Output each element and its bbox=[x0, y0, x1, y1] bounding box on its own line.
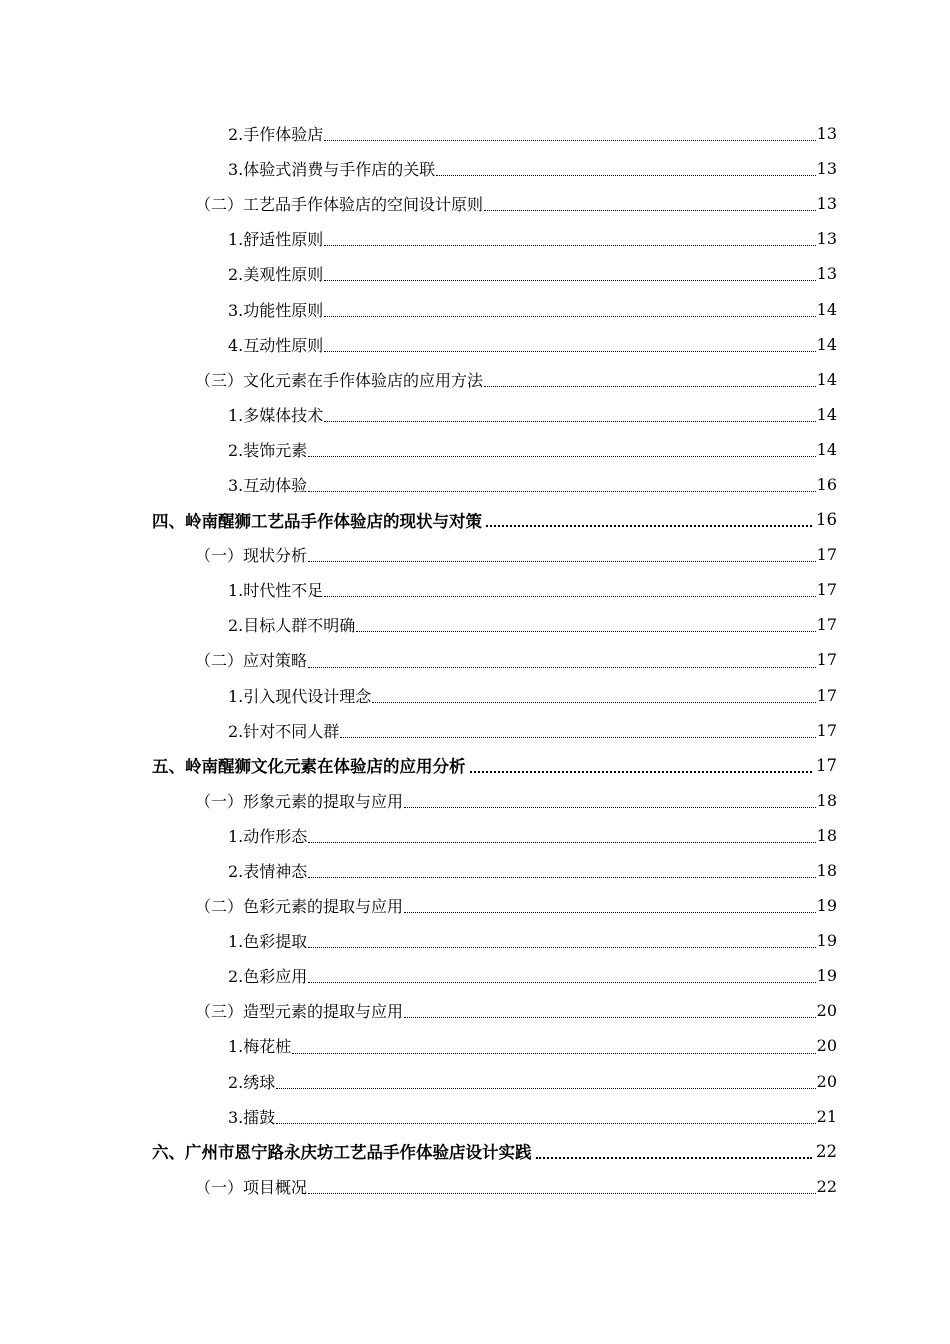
table-of-contents bbox=[0, 116, 950, 1204]
toc-entry-title: 2.针对不同人群 bbox=[228, 721, 340, 741]
toc-leader-dots bbox=[324, 315, 815, 317]
toc-entry-page: 13 bbox=[816, 194, 837, 214]
toc-entry[interactable] bbox=[0, 116, 950, 151]
toc-entry-title: 1.梅花桩 bbox=[228, 1037, 292, 1057]
toc-leader-dots bbox=[308, 946, 815, 948]
toc-leader-dots bbox=[372, 701, 815, 703]
toc-entry-page: 18 bbox=[816, 861, 837, 881]
toc-entry-page: 14 bbox=[816, 439, 837, 459]
toc-leader-dots bbox=[404, 806, 816, 808]
toc-leader-dots bbox=[536, 1156, 813, 1159]
toc-entry[interactable] bbox=[0, 678, 950, 713]
toc-leader-dots bbox=[308, 1192, 816, 1194]
toc-entry-title: 1.色彩提取 bbox=[228, 932, 308, 952]
toc-entry[interactable] bbox=[0, 713, 950, 748]
toc-entry-page: 17 bbox=[816, 685, 837, 705]
toc-leader-dots bbox=[340, 736, 815, 738]
toc-entry[interactable] bbox=[0, 1028, 950, 1063]
toc-entry-page: 21 bbox=[816, 1106, 837, 1126]
toc-entry-page: 17 bbox=[816, 720, 837, 740]
toc-entry[interactable] bbox=[0, 1169, 950, 1204]
toc-leader-dots bbox=[484, 385, 816, 387]
toc-entry[interactable] bbox=[0, 221, 950, 256]
toc-entry-page: 19 bbox=[816, 966, 837, 986]
toc-entry-page: 18 bbox=[816, 790, 837, 810]
toc-entry[interactable] bbox=[0, 607, 950, 642]
toc-entry[interactable] bbox=[0, 572, 950, 607]
toc-leader-dots bbox=[308, 841, 815, 843]
toc-entry-page: 16 bbox=[816, 474, 837, 494]
toc-entry-title: 3.体验式消费与手作店的关联 bbox=[228, 160, 436, 180]
toc-entry-title: 4.互动性原则 bbox=[228, 335, 324, 355]
toc-entry-title: 1.多媒体技术 bbox=[228, 405, 324, 425]
toc-entry[interactable] bbox=[0, 186, 950, 221]
toc-entry[interactable] bbox=[0, 327, 950, 362]
toc-entry-title: 2.目标人群不明确 bbox=[228, 616, 356, 636]
toc-entry[interactable] bbox=[0, 537, 950, 572]
toc-entry-title: 3.功能性原则 bbox=[228, 300, 324, 320]
toc-entry-title: 五、岭南醒狮文化元素在体验店的应用分析 bbox=[152, 757, 466, 777]
toc-entry-page: 14 bbox=[816, 369, 837, 389]
toc-entry-page: 18 bbox=[816, 825, 837, 845]
toc-entry-page: 14 bbox=[816, 334, 837, 354]
toc-entry[interactable] bbox=[0, 1099, 950, 1134]
toc-entry-page: 13 bbox=[816, 229, 837, 249]
toc-entry-title: 2.绣球 bbox=[228, 1072, 276, 1092]
toc-entry-page: 17 bbox=[816, 580, 837, 600]
toc-entry-page: 13 bbox=[816, 159, 837, 179]
toc-entry-title: 3.互动体验 bbox=[228, 475, 308, 495]
toc-leader-dots bbox=[308, 455, 815, 457]
toc-leader-dots bbox=[324, 244, 815, 246]
toc-leader-dots bbox=[308, 490, 815, 492]
toc-entry[interactable] bbox=[0, 432, 950, 467]
toc-leader-dots bbox=[484, 209, 816, 211]
toc-leader-dots bbox=[404, 1016, 816, 1018]
toc-leader-dots bbox=[276, 1122, 815, 1124]
toc-leader-dots bbox=[308, 560, 816, 562]
toc-leader-dots bbox=[324, 595, 815, 597]
toc-entry-page: 19 bbox=[816, 931, 837, 951]
toc-entry-page: 20 bbox=[816, 1001, 837, 1021]
toc-entry-title: （二）应对策略 bbox=[195, 651, 308, 671]
toc-leader-dots bbox=[324, 139, 815, 141]
toc-entry-page: 19 bbox=[816, 896, 837, 916]
toc-leader-dots bbox=[308, 666, 816, 668]
toc-leader-dots bbox=[324, 350, 815, 352]
toc-entry-title: （一）现状分析 bbox=[195, 546, 308, 566]
toc-entry[interactable] bbox=[0, 853, 950, 888]
toc-entry-title: （三）文化元素在手作体验店的应用方法 bbox=[195, 370, 484, 390]
toc-entry[interactable] bbox=[0, 818, 950, 853]
toc-entry-title: 1.引入现代设计理念 bbox=[228, 686, 372, 706]
toc-entry-title: （一）项目概况 bbox=[195, 1177, 308, 1197]
toc-entry[interactable] bbox=[0, 256, 950, 291]
toc-chapter-entry[interactable] bbox=[0, 748, 950, 783]
toc-leader-dots bbox=[404, 911, 816, 913]
toc-entry-page: 22 bbox=[816, 1176, 837, 1196]
toc-leader-dots bbox=[436, 174, 815, 176]
toc-entry-page: 14 bbox=[816, 404, 837, 424]
toc-entry-page: 14 bbox=[816, 299, 837, 319]
toc-entry-title: 1.动作形态 bbox=[228, 826, 308, 846]
toc-entry-title: 2.装饰元素 bbox=[228, 440, 308, 460]
toc-entry[interactable] bbox=[0, 923, 950, 958]
toc-entry-page: 13 bbox=[816, 124, 837, 144]
toc-entry-title: 2.手作体验店 bbox=[228, 125, 324, 145]
toc-entry-page: 17 bbox=[816, 615, 837, 635]
toc-entry[interactable] bbox=[0, 993, 950, 1028]
toc-entry[interactable] bbox=[0, 362, 950, 397]
toc-entry-title: 1.时代性不足 bbox=[228, 581, 324, 601]
toc-entry-title: 四、岭南醒狮工艺品手作体验店的现状与对策 bbox=[152, 511, 482, 531]
toc-leader-dots bbox=[292, 1052, 815, 1054]
toc-chapter-entry[interactable] bbox=[0, 1134, 950, 1169]
toc-leader-dots bbox=[324, 279, 815, 281]
toc-chapter-entry[interactable] bbox=[0, 502, 950, 537]
toc-entry-page: 16 bbox=[816, 510, 837, 530]
toc-entry[interactable] bbox=[0, 888, 950, 923]
toc-entry-page: 22 bbox=[816, 1141, 837, 1161]
toc-entry[interactable] bbox=[0, 1064, 950, 1099]
toc-entry-title: 2.美观性原则 bbox=[228, 265, 324, 285]
toc-entry[interactable] bbox=[0, 397, 950, 432]
toc-entry[interactable] bbox=[0, 958, 950, 993]
toc-leader-dots bbox=[356, 630, 815, 632]
toc-entry[interactable] bbox=[0, 151, 950, 186]
toc-entry-page: 20 bbox=[816, 1071, 837, 1091]
toc-entry-title: 2.表情神态 bbox=[228, 862, 308, 882]
toc-leader-dots bbox=[470, 770, 813, 773]
toc-entry-page: 20 bbox=[816, 1036, 837, 1056]
toc-entry-page: 17 bbox=[816, 545, 837, 565]
toc-leader-dots bbox=[308, 981, 815, 983]
toc-entry-title: 1.舒适性原则 bbox=[228, 230, 324, 250]
toc-entry[interactable] bbox=[0, 642, 950, 677]
toc-leader-dots bbox=[324, 420, 815, 422]
toc-entry-title: （二）工艺品手作体验店的空间设计原则 bbox=[195, 195, 484, 215]
toc-entry-title: 六、广州市恩宁路永庆坊工艺品手作体验店设计实践 bbox=[152, 1143, 532, 1163]
toc-entry[interactable] bbox=[0, 291, 950, 326]
toc-leader-dots bbox=[486, 524, 812, 527]
toc-entry-title: （一）形象元素的提取与应用 bbox=[195, 791, 404, 811]
toc-entry-title: （三）造型元素的提取与应用 bbox=[195, 1002, 404, 1022]
toc-entry-title: 2.色彩应用 bbox=[228, 967, 308, 987]
toc-entry[interactable] bbox=[0, 783, 950, 818]
toc-entry-page: 17 bbox=[816, 650, 837, 670]
toc-leader-dots bbox=[308, 876, 815, 878]
toc-leader-dots bbox=[276, 1087, 815, 1089]
toc-entry[interactable] bbox=[0, 467, 950, 502]
toc-entry-page: 17 bbox=[816, 755, 837, 775]
toc-entry-page: 13 bbox=[816, 264, 837, 284]
toc-entry-title: （二）色彩元素的提取与应用 bbox=[195, 897, 404, 917]
toc-entry-title: 3.擂鼓 bbox=[228, 1107, 276, 1127]
